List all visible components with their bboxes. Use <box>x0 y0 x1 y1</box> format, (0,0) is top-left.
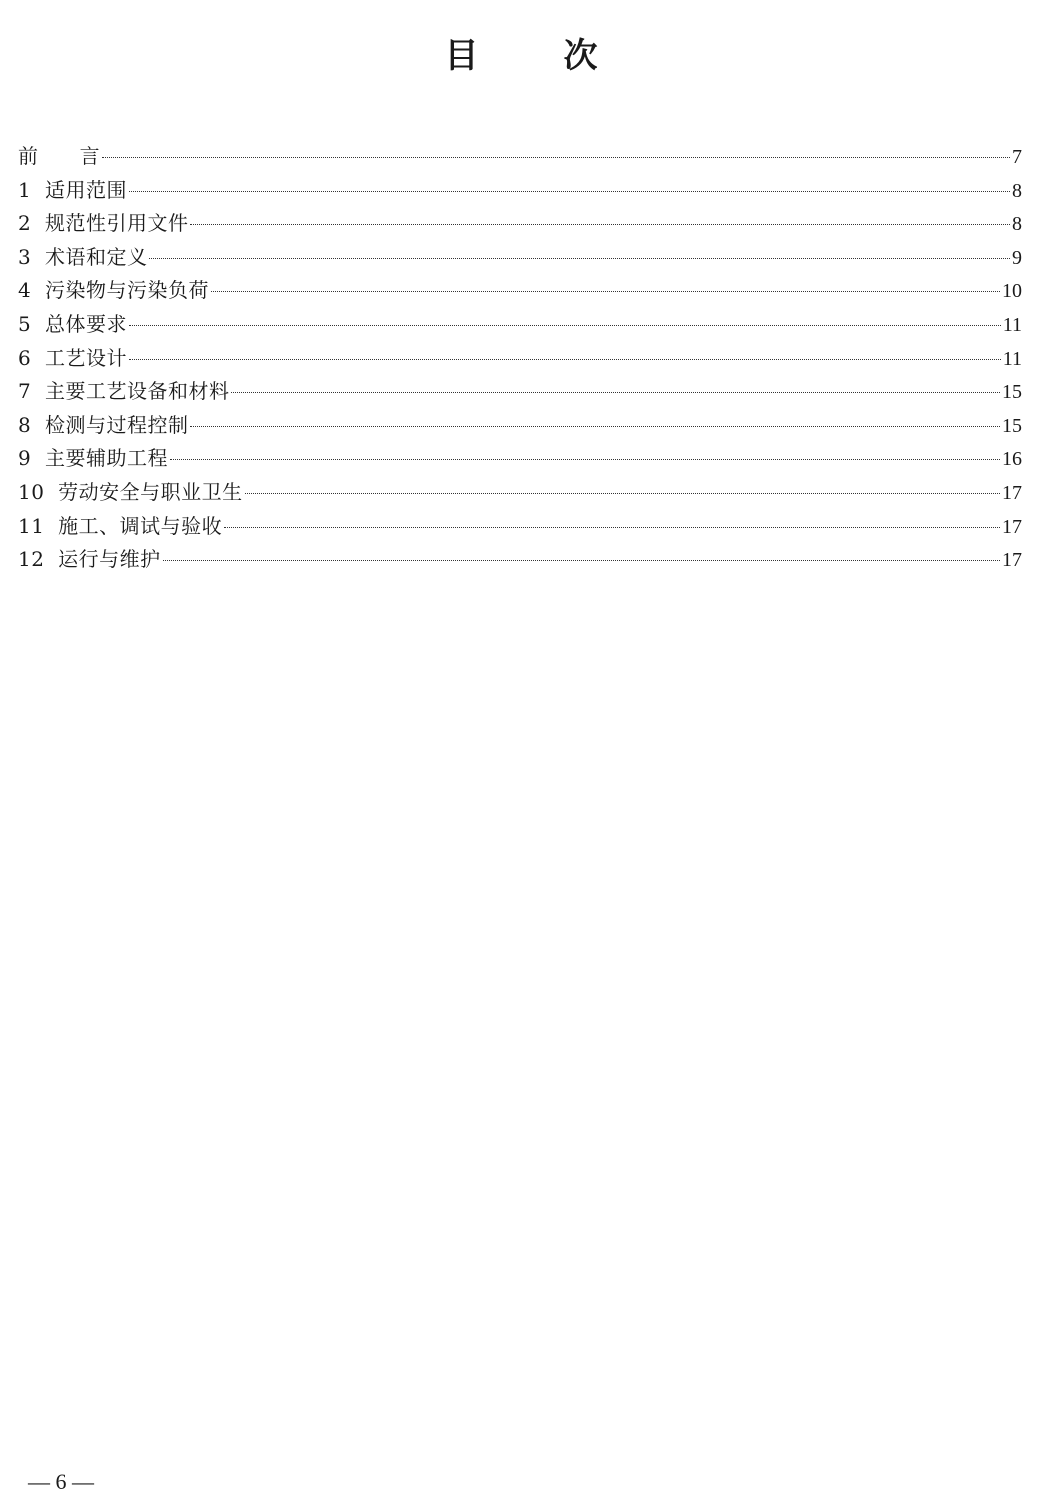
toc-page-number: 10 <box>1002 280 1022 303</box>
toc-entry-label: 前 言 <box>18 144 101 168</box>
toc-entry-9[interactable] <box>18 442 1022 476</box>
toc-entry-12[interactable] <box>18 543 1022 577</box>
toc-entry-4[interactable] <box>18 274 1022 308</box>
toc-page-number: 15 <box>1002 414 1022 437</box>
toc-leader-dots <box>231 392 1000 393</box>
toc-leader-dots <box>190 224 1010 225</box>
toc-entry-label: 2 规范性引用文件 <box>18 211 189 236</box>
page-number-footer: — 6 — <box>28 1469 94 1494</box>
toc-entry-1[interactable] <box>18 174 1022 208</box>
page-title: 目 次 <box>444 36 600 76</box>
toc-entry-label: 9 主要辅助工程 <box>18 446 168 471</box>
toc-page-number: 9 <box>1012 246 1022 269</box>
toc-page-number: 16 <box>1002 448 1022 471</box>
toc-entry-label: 12 运行与维护 <box>18 547 161 572</box>
toc-leader-dots <box>102 157 1010 158</box>
toc-page-number: 8 <box>1012 179 1022 202</box>
toc-entry-preface[interactable] <box>18 140 1022 174</box>
toc-leader-dots <box>163 560 1000 561</box>
toc-entry-11[interactable] <box>18 510 1022 544</box>
toc-entry-label: 8 检测与过程控制 <box>18 412 189 437</box>
toc-entry-label: 7 主要工艺设备和材料 <box>18 379 230 404</box>
toc-entry-10[interactable] <box>18 476 1022 510</box>
toc-entry-2[interactable] <box>18 207 1022 241</box>
toc-page-number: 7 <box>1012 146 1022 168</box>
toc-leader-dots <box>190 426 1000 427</box>
toc-page-number: 15 <box>1002 381 1022 404</box>
toc-leader-dots <box>129 191 1010 192</box>
toc-entry-label: 1 适用范围 <box>18 177 127 202</box>
toc-page-number: 17 <box>1002 515 1022 538</box>
toc-leader-dots <box>149 258 1010 259</box>
toc-entry-label: 3 术语和定义 <box>18 244 148 269</box>
toc-entry-label: 5 总体要求 <box>18 311 127 336</box>
toc-leader-dots <box>211 291 1000 292</box>
toc-leader-dots <box>224 527 1000 528</box>
toc-entry-label: 11 施工、调试与验收 <box>18 513 223 538</box>
toc-entry-label: 6 工艺设计 <box>18 345 127 370</box>
toc-page-number: 11 <box>1002 347 1022 370</box>
table-of-contents <box>18 140 1022 577</box>
toc-entry-7[interactable] <box>18 375 1022 409</box>
toc-page-number: 17 <box>1002 481 1022 504</box>
toc-page-number: 8 <box>1012 213 1022 236</box>
toc-entry-3[interactable] <box>18 241 1022 275</box>
toc-entry-5[interactable] <box>18 308 1022 342</box>
toc-entry-label: 10 劳动安全与职业卫生 <box>18 479 243 504</box>
toc-entry-6[interactable] <box>18 342 1022 376</box>
toc-page-number: 17 <box>1002 549 1022 572</box>
toc-entry-8[interactable] <box>18 409 1022 443</box>
toc-page-number: 11 <box>1002 313 1022 336</box>
toc-leader-dots <box>245 493 1000 494</box>
toc-leader-dots <box>170 459 1000 460</box>
toc-leader-dots <box>129 359 1001 360</box>
toc-leader-dots <box>129 325 1001 326</box>
toc-entry-label: 4 污染物与污染负荷 <box>18 278 209 303</box>
